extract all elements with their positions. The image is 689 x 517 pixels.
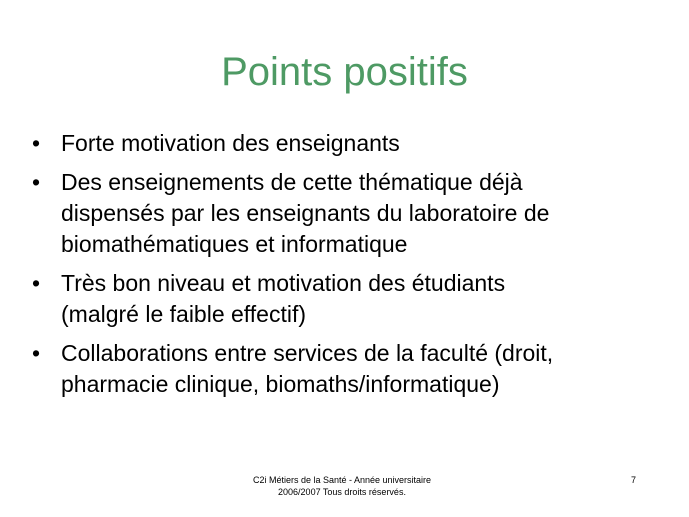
bullet-dot-icon: • — [32, 270, 41, 296]
bullet-line: Des enseignements de cette thématique déjà — [61, 169, 523, 195]
footer-line: 2006/2007 Tous droits réservés. — [278, 487, 406, 497]
bullet-dot-icon: • — [32, 340, 41, 366]
bullet-dot-icon: • — [32, 169, 41, 195]
page-number: 7 — [630, 475, 636, 485]
bullet-line: pharmacie clinique, biomaths/informatique) — [61, 371, 500, 397]
slide-title: Points positifs — [221, 50, 468, 94]
bullet-item — [0, 128, 689, 159]
bullet-line: (malgré le faible effectif) — [61, 301, 307, 327]
bullet-line: dispensés par les enseignants du laboratoire de — [61, 200, 550, 226]
footer-line: C2i Métiers de la Santé - Année universitaire — [252, 475, 432, 485]
bullet-item — [0, 268, 689, 330]
slide-footer — [222, 474, 462, 498]
bullet-line: Très bon niveau et motivation des étudiants — [61, 270, 506, 296]
bullet-line: Collaborations entre services de la faculté (droit, — [61, 340, 554, 366]
bullet-list — [0, 128, 689, 408]
bullet-line: biomathématiques et informatique — [61, 231, 408, 257]
bullet-item — [0, 167, 689, 260]
bullet-dot-icon: • — [32, 130, 41, 156]
bullet-line: Forte motivation des enseignants — [61, 130, 400, 156]
bullet-item — [0, 338, 689, 400]
